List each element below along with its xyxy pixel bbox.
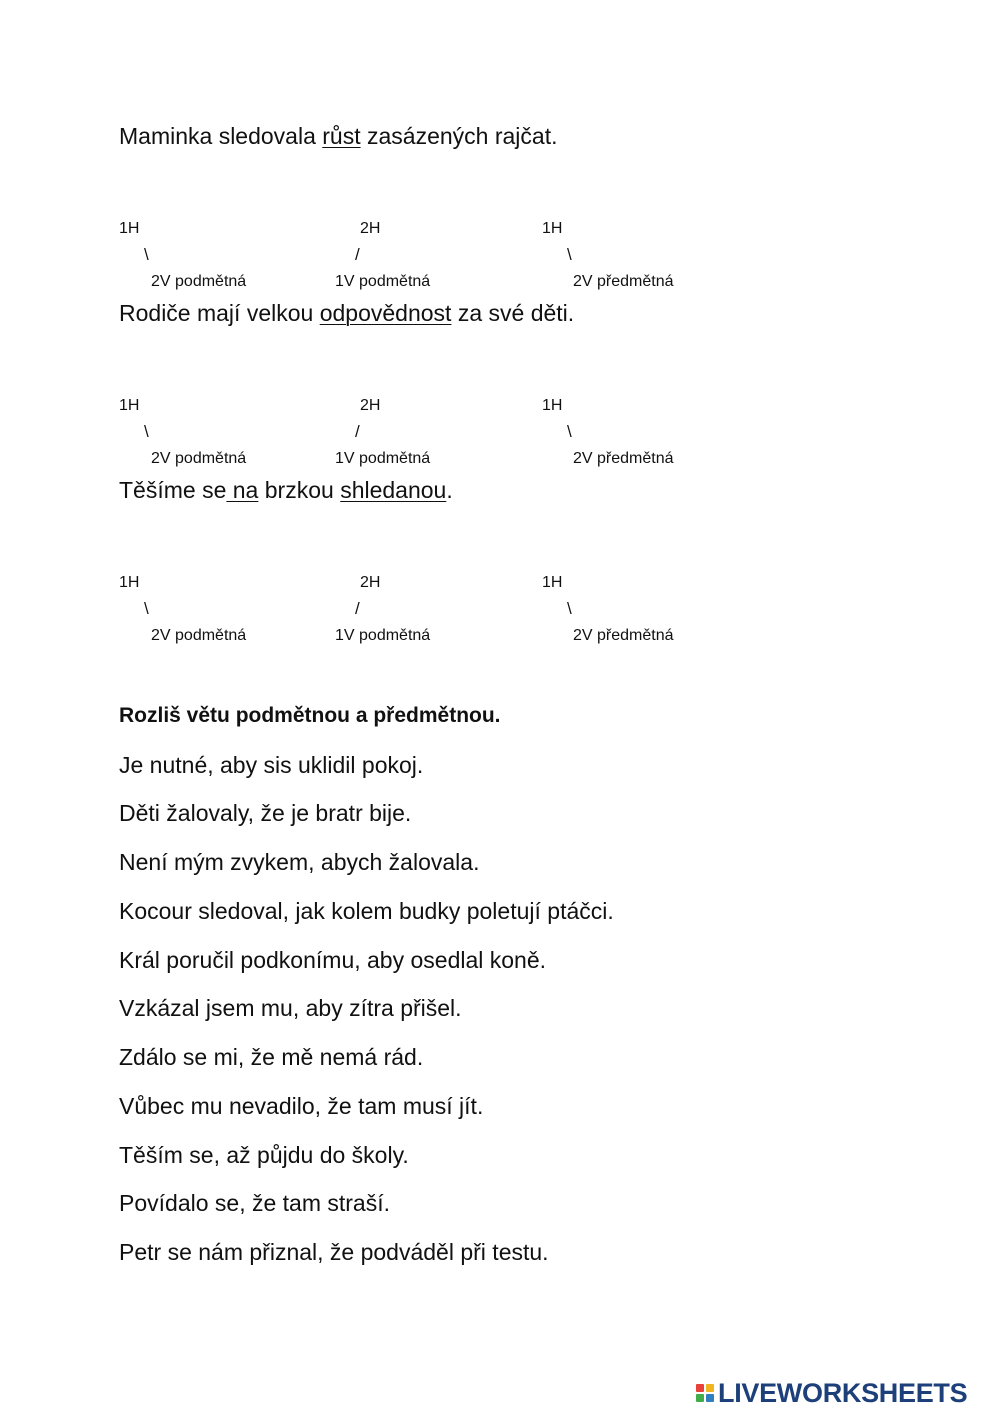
- slash-mark: /: [355, 599, 360, 618]
- task-sentence: Petr se nám přiznal, že podváděl při testu.: [119, 1239, 549, 1265]
- logo-square: [706, 1384, 714, 1392]
- label-2h: 2H: [360, 220, 381, 237]
- task-heading: Rozliš větu podmětnou a předmětnou.: [119, 704, 501, 727]
- task-sentence: Není mým zvykem, abych žalovala.: [119, 849, 480, 875]
- label-2h: 2H: [360, 574, 381, 591]
- exercise-2-sentence: [119, 299, 574, 327]
- task-sentence: Těším se, až půjdu do školy.: [119, 1142, 409, 1168]
- sentence-text: zasázených rajčat.: [360, 123, 558, 149]
- sentence-text: Těšíme se: [119, 477, 227, 503]
- backslash-mark: \: [567, 422, 572, 441]
- label-2v-predmetna: 2V předmětná: [573, 273, 674, 290]
- logo-square: [696, 1384, 704, 1392]
- underlined-word: shledanou: [340, 477, 447, 503]
- backslash-mark: \: [144, 422, 149, 441]
- backslash-mark: \: [567, 245, 572, 264]
- logo-squares-icon: [696, 1384, 714, 1402]
- slash-mark: /: [355, 422, 360, 441]
- sentence-text: za své děti.: [451, 300, 575, 326]
- task-sentence: Kocour sledoval, jak kolem budky poletují ptáčci.: [119, 898, 614, 924]
- slash-mark: /: [355, 245, 360, 264]
- label-2h: 2H: [360, 397, 381, 414]
- sentence-text: .: [446, 477, 453, 503]
- task-sentence: Vzkázal jsem mu, aby zítra přišel.: [119, 995, 462, 1021]
- label-1v-podmetna: 1V podmětná: [335, 273, 431, 290]
- backslash-mark: \: [144, 245, 149, 264]
- label-2v-predmetna: 2V předmětná: [573, 627, 674, 644]
- task-sentence: Král poručil podkonímu, aby osedlal koně.: [119, 947, 547, 973]
- logo-square: [696, 1394, 704, 1402]
- exercise-1-sentence: [119, 122, 557, 150]
- backslash-mark: \: [144, 599, 149, 618]
- task-sentence: Povídalo se, že tam straší.: [119, 1190, 391, 1216]
- label-1v-podmetna: 1V podmětná: [335, 450, 431, 467]
- task-sentence: Zdálo se mi, že mě nemá rád.: [119, 1044, 424, 1070]
- label-1h: 1H: [119, 574, 140, 591]
- label-2v-predmetna: 2V předmětná: [573, 450, 674, 467]
- label-2v-podmetna: 2V podmětná: [151, 273, 247, 290]
- liveworksheets-logo: [696, 1378, 967, 1408]
- label-2v-podmetna: 2V podmětná: [151, 450, 247, 467]
- label-1h: 1H: [119, 397, 140, 414]
- logo-square: [706, 1394, 714, 1402]
- task-sentence: Děti žalovaly, že je bratr bije.: [119, 800, 412, 826]
- backslash-mark: \: [567, 599, 572, 618]
- label-1h-right: 1H: [542, 220, 563, 237]
- label-1h-right: 1H: [542, 397, 563, 414]
- underlined-word: na: [226, 477, 259, 503]
- sentence-text: Maminka sledovala: [119, 123, 323, 149]
- task-sentence: Vůbec mu nevadilo, že tam musí jít.: [119, 1093, 484, 1119]
- sentence-text: Rodiče mají velkou: [119, 300, 320, 326]
- label-1v-podmetna: 1V podmětná: [335, 627, 431, 644]
- label-1h-right: 1H: [542, 574, 563, 591]
- label-1h: 1H: [119, 220, 140, 237]
- label-2v-podmetna: 2V podmětná: [151, 627, 247, 644]
- task-sentence: Je nutné, aby sis uklidil pokoj.: [119, 752, 424, 778]
- exercise-3-sentence: [119, 476, 453, 504]
- logo-text: LIVEWORKSHEETS: [718, 1377, 968, 1408]
- underlined-word: odpovědnost: [319, 300, 452, 326]
- underlined-word: růst: [322, 123, 361, 149]
- sentence-text: brzkou: [258, 477, 341, 503]
